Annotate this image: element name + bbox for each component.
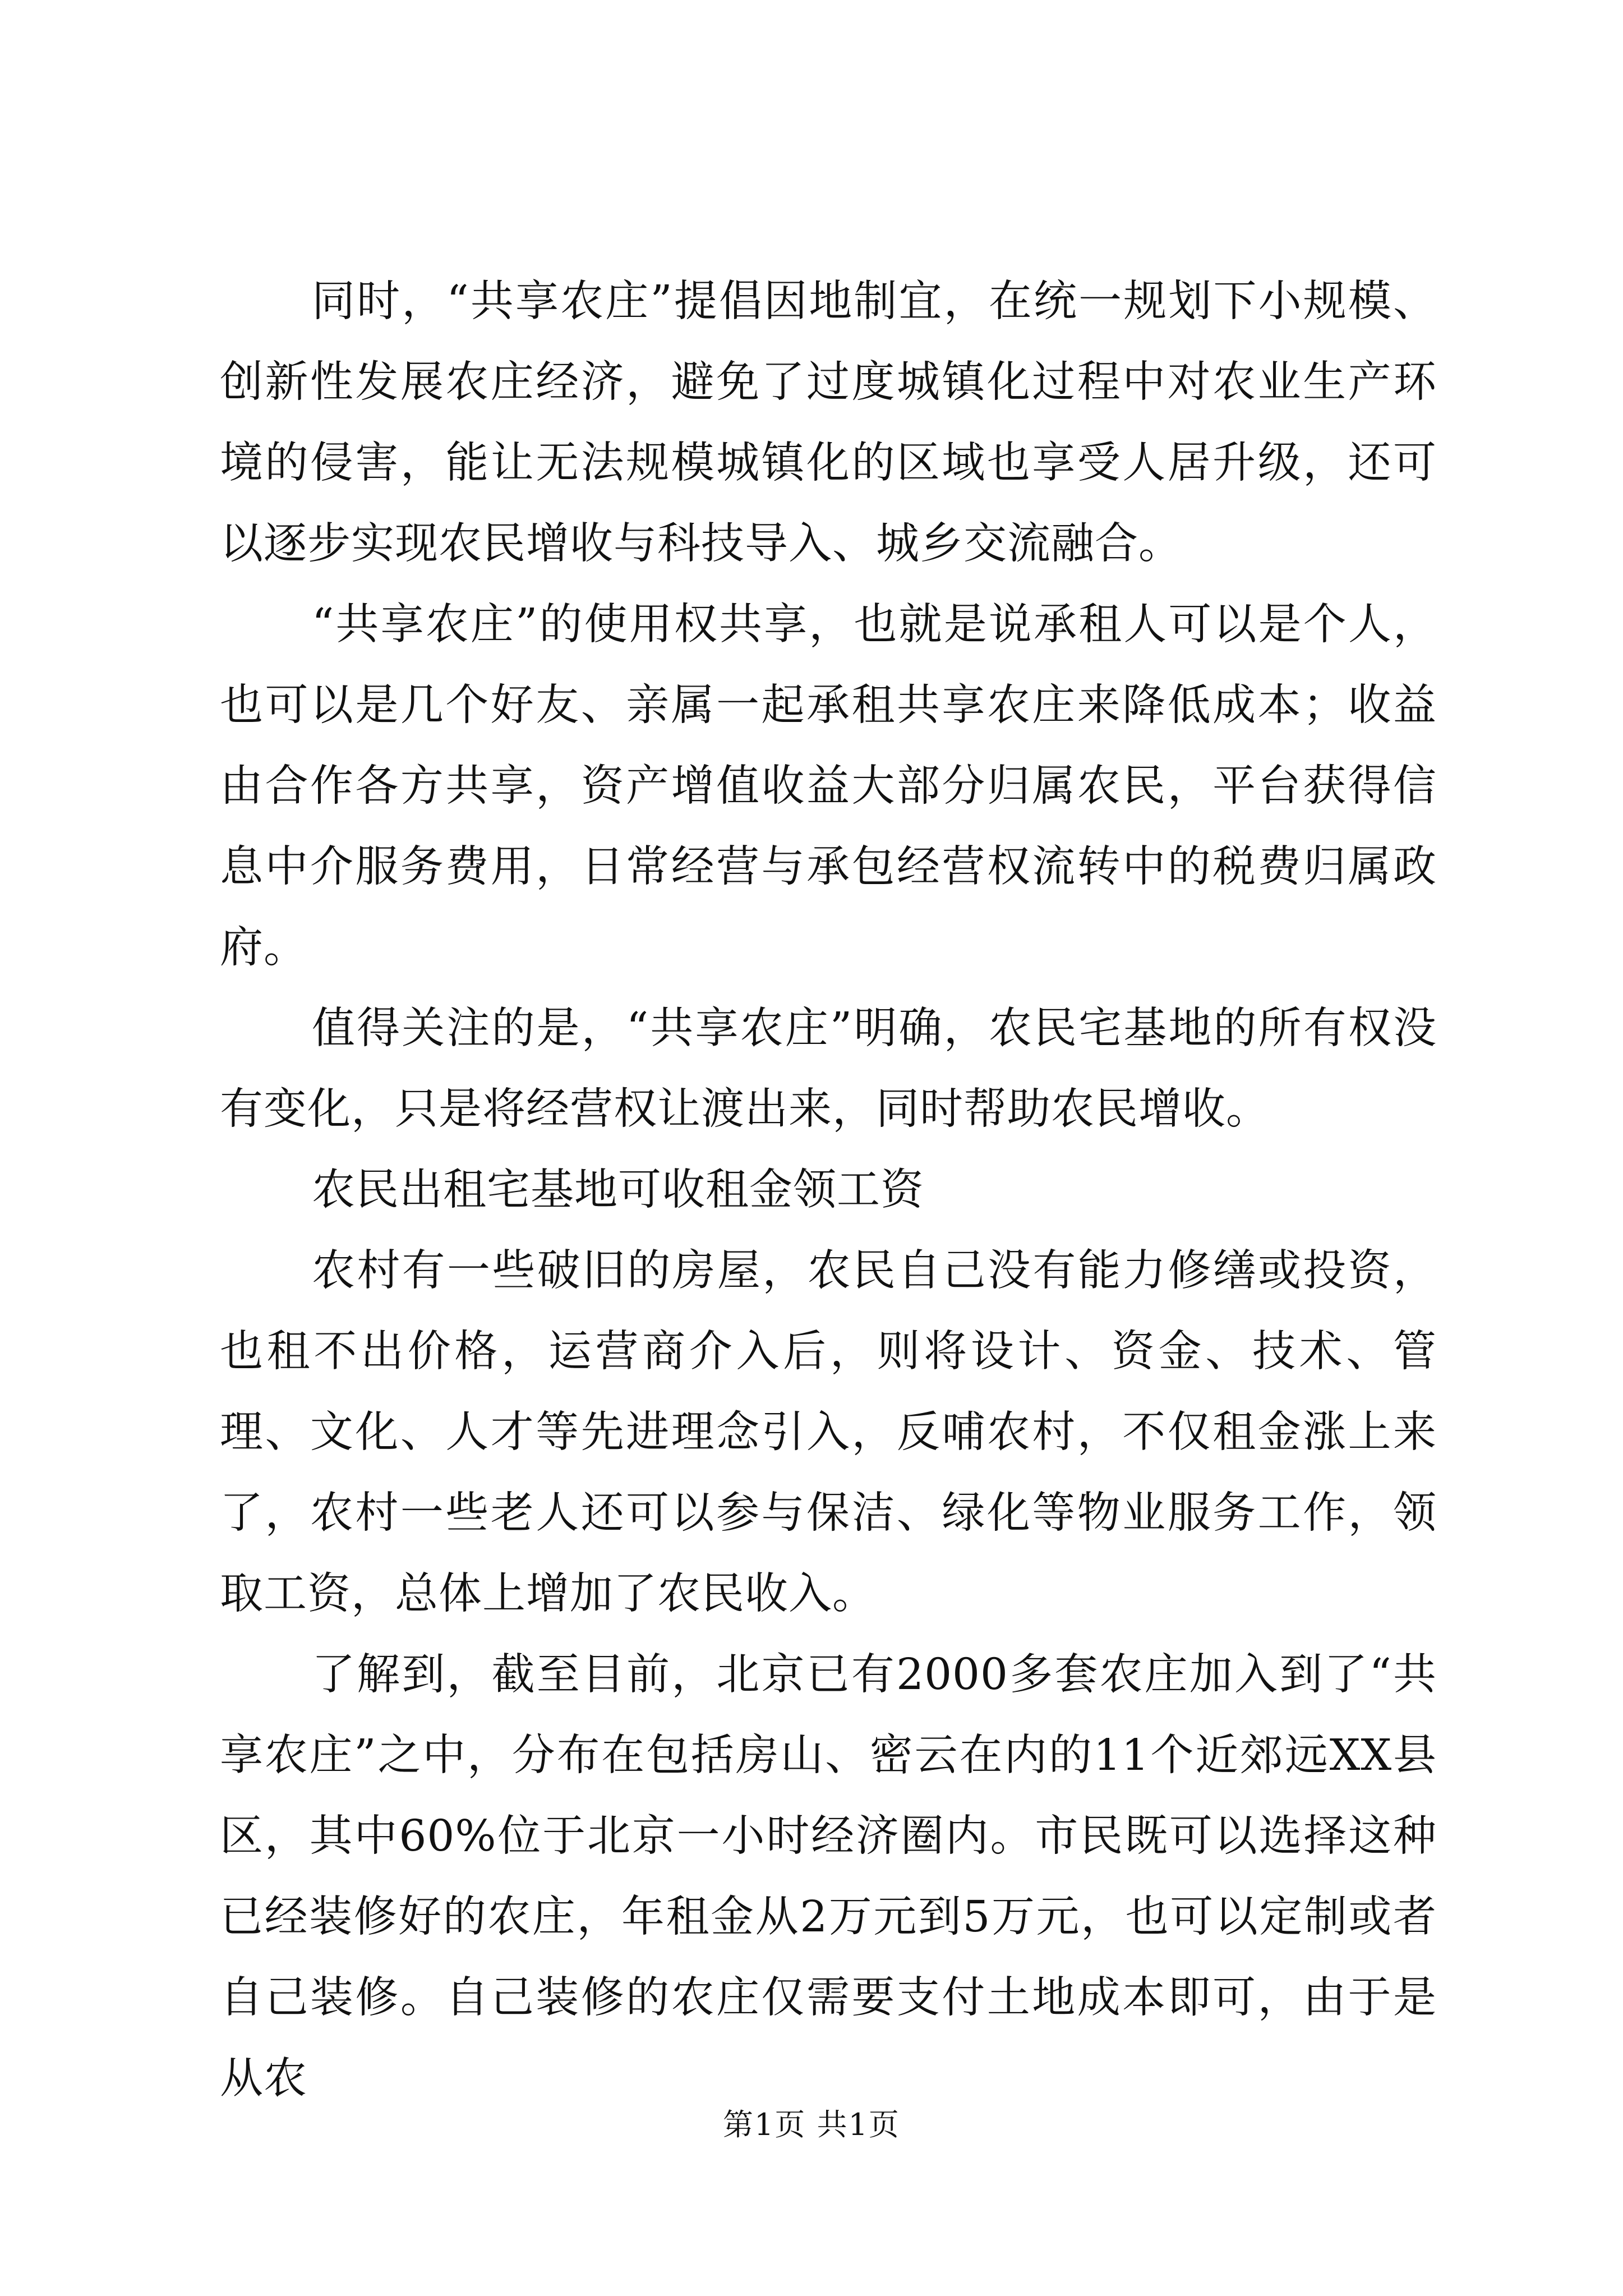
paragraph-2: “共享农庄”的使用权共享，也就是说承租人可以是个人，也可以是几个好友、亲属一起承租共享农庄来降低成本；收益由合作各方共享，资产增值收益大部分归属农民，平台获得信息中介服务费用，日常经营与承包经营权流转中的税费归属政府。 (220, 600, 1437, 973)
document-body (220, 261, 1437, 2119)
paragraph-1: 同时，“共享农庄”提倡因地制宜，在统一规划下小规模、创新性发展农庄经济，避免了过度城镇化过程中对农业生产环境的侵害，能让无法规模城镇化的区域也享受人居升级，还可以逐步实现农民增收与科技导入、城乡交流融合。 (220, 277, 1437, 569)
paragraph-5: 了解到，截至目前，北京已有2000多套农庄加入到了“共享农庄”之中，分布在包括房山、密云在内的11个近郊远XX县区，其中60%位于北京一小时经济圈内。市民既可以选择这种已经装修好的农庄，年租金从2万元到5万元，也可以定制或者自己装修。自己装修的农庄仅需要支付土地成本即可，由于是从农 (220, 1650, 1437, 2104)
paragraph-4: 农村有一些破旧的房屋，农民自己没有能力修缮或投资，也租不出价格，运营商介入后，则将设计、资金、技术、管理、文化、人才等先进理念引入，反哺农村，不仅租金涨上来了，农村一些老人还可以参与保洁、绿化等物业服务工作，领取工资，总体上增加了农民收入。 (220, 1246, 1437, 1619)
page-number-footer: 第1页 共1页 (723, 2107, 900, 2142)
paragraph-3: 值得关注的是，“共享农庄”明确，农民宅基地的所有权没有变化，只是将经营权让渡出来，同时帮助农民增收。 (220, 1004, 1437, 1134)
section-heading: 农民出租宅基地可收租金领工资 (312, 1165, 924, 1215)
